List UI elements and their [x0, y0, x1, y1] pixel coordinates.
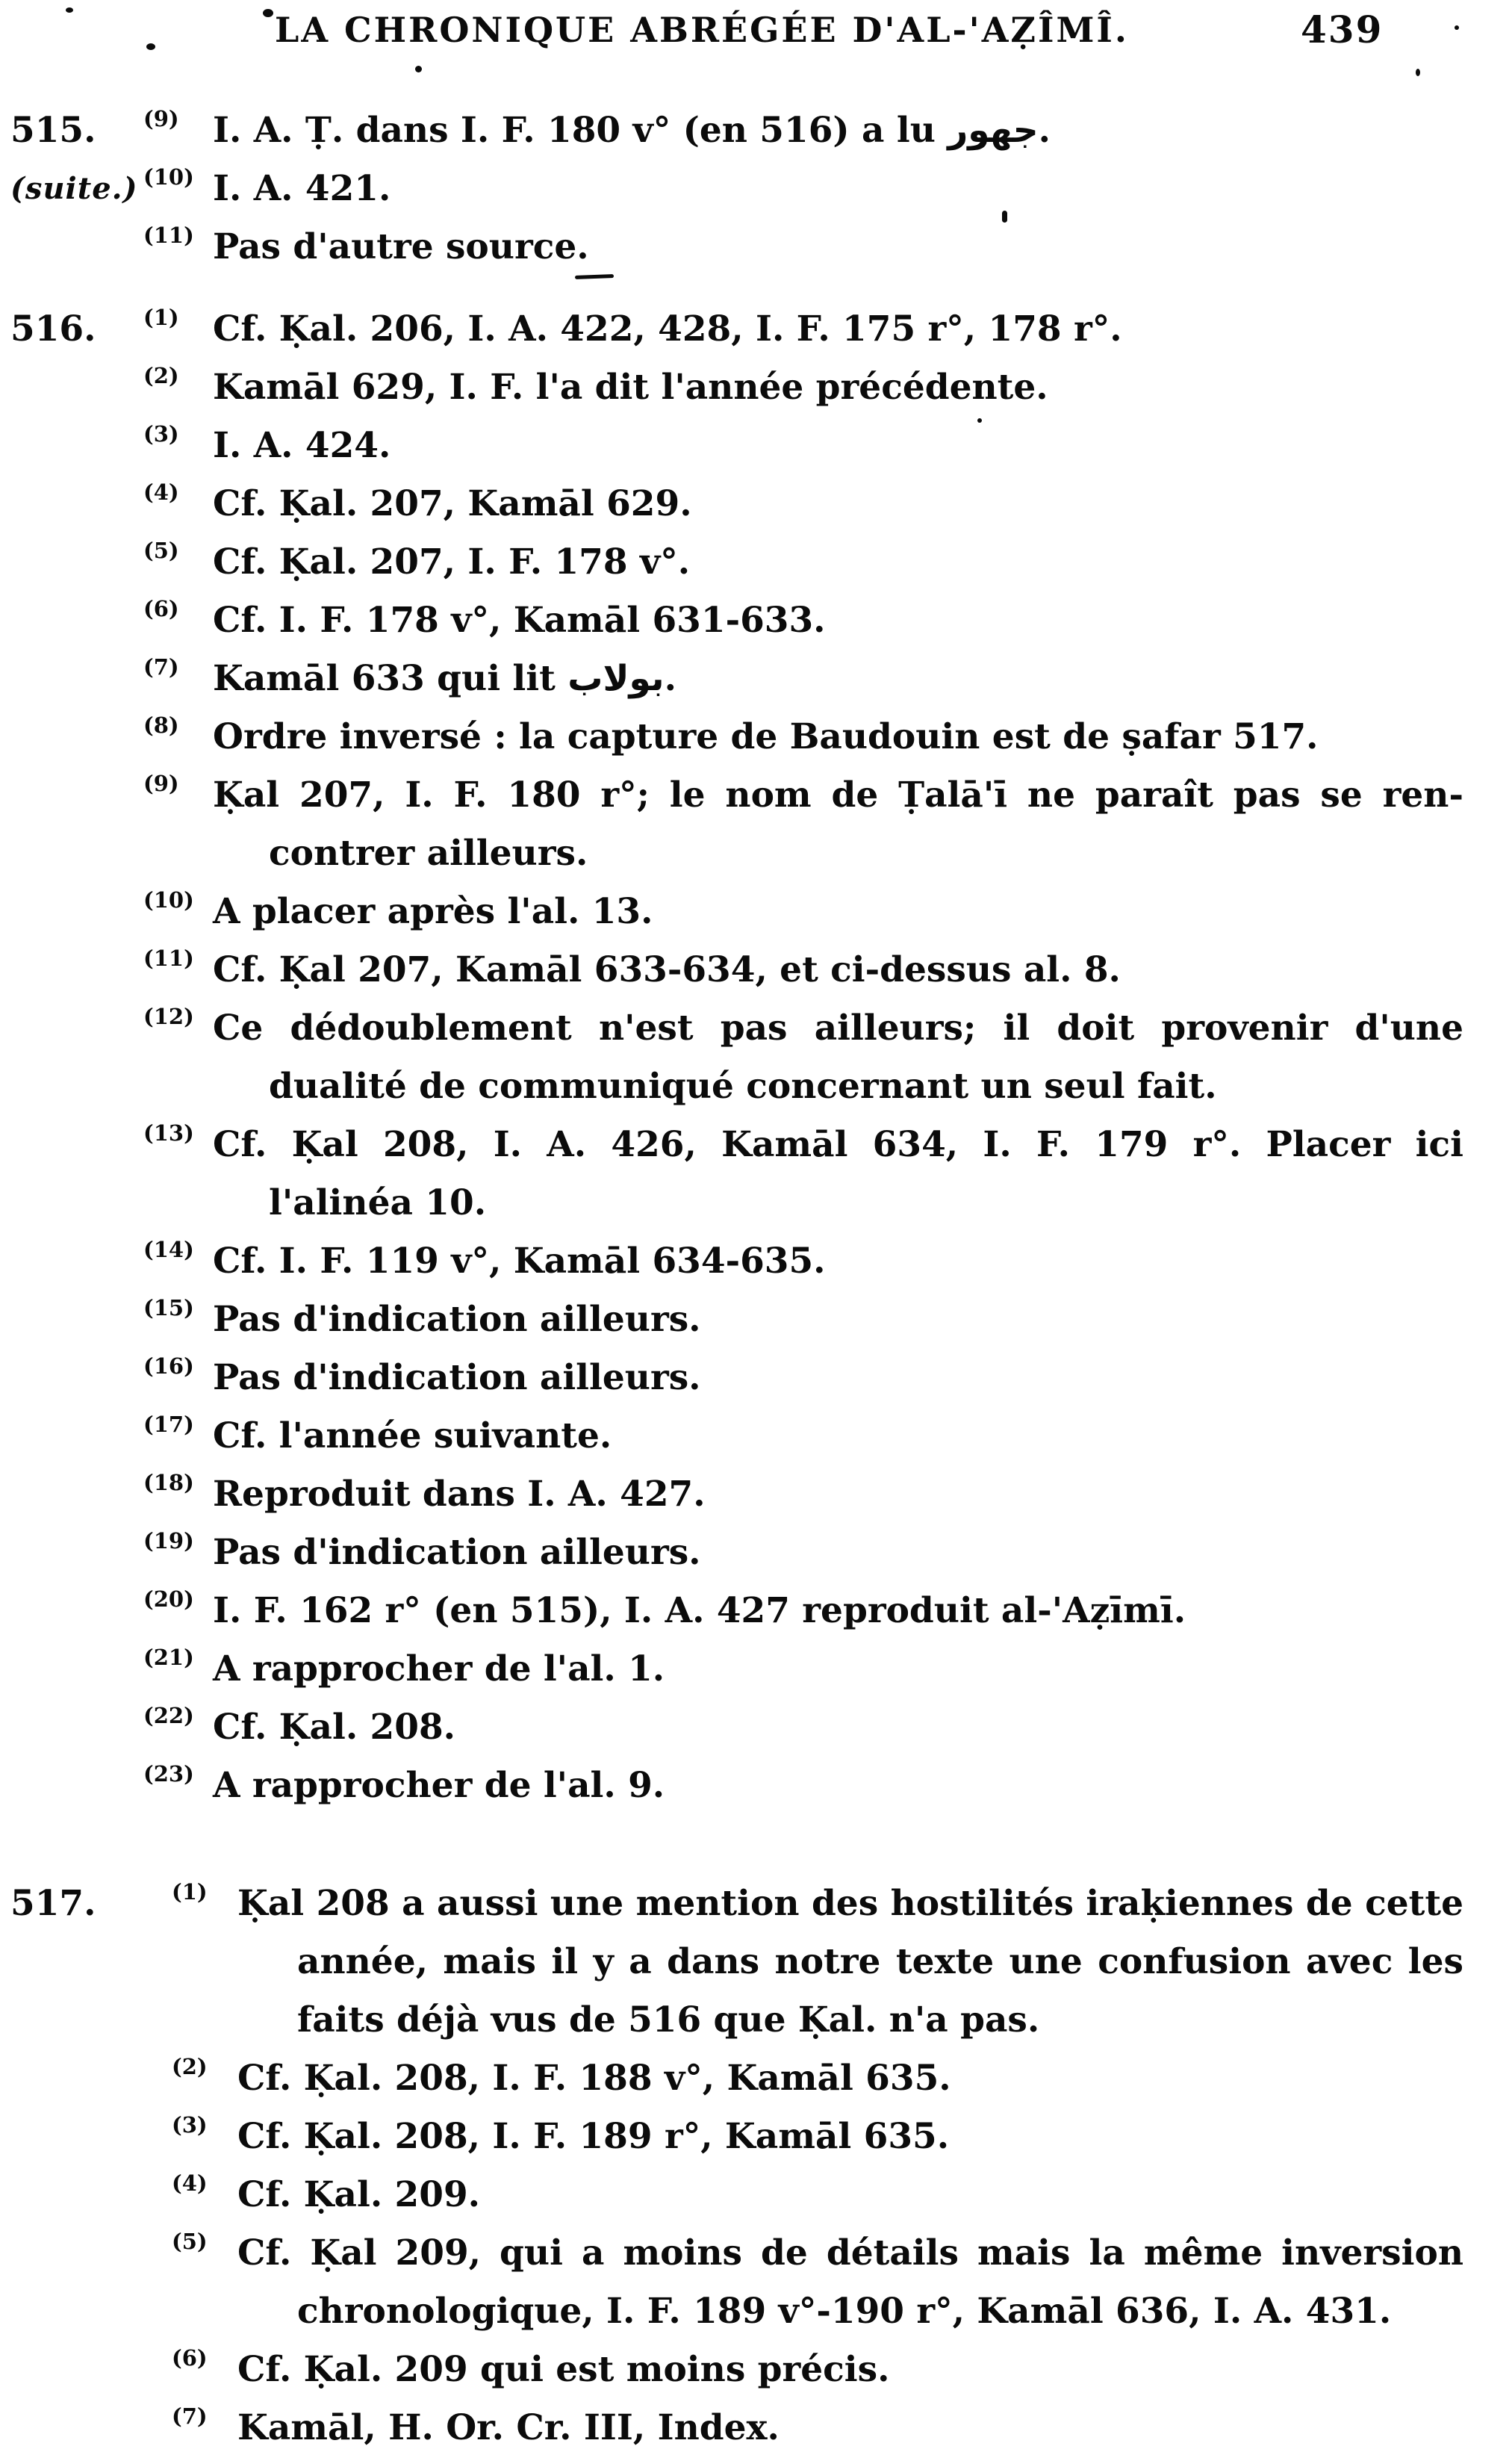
- note-number: (12): [143, 1004, 194, 1029]
- note-text: Cf. Ḳal 208, I. A. 426, Kamāl 634, I. F. 179 r°. Placer ici: [213, 1124, 1463, 1165]
- note-text: Ḳal 207, I. F. 180 r°; le nom de Ṭalā'ī ne paraît pas se ren-: [213, 775, 1463, 816]
- footnote-row: [0, 1757, 1512, 1815]
- note-number: (21): [143, 1645, 194, 1670]
- note-text: Cf. Ḳal. 207, I. F. 178 v°.: [213, 541, 691, 583]
- footnote-continuation: [0, 1058, 1512, 1116]
- note-number: (18): [143, 1470, 194, 1495]
- footnote-row: [0, 1698, 1512, 1757]
- footnote-row: [0, 1465, 1512, 1524]
- note-text: Cf. I. F. 178 v°, Kamāl 631-633.: [213, 600, 826, 641]
- note-text: Reproduit dans I. A. 427.: [213, 1474, 706, 1515]
- note-text: Kamāl 629, I. F. l'a dit l'année précédente.: [213, 367, 1048, 408]
- note-text: Ce dédoublement n'est pas ailleurs; il doit provenir d'une: [213, 1008, 1463, 1049]
- note-text: A placer après l'al. 13.: [213, 891, 653, 932]
- suite-label: (suite.): [10, 171, 138, 206]
- note-number: (5): [172, 2229, 208, 2254]
- note-text: I. F. 162 r° (en 515), I. A. 427 reproduit al-'Aẓīmī.: [213, 1590, 1186, 1631]
- year-label: 517.: [10, 1883, 96, 1924]
- note-text: Cf. Ḳal. 209.: [237, 2174, 481, 2215]
- footnote-row: [0, 1582, 1512, 1640]
- note-number: (14): [143, 1237, 194, 1262]
- footnote-row: [0, 2049, 1512, 2108]
- note-text: Cf. Ḳal. 209 qui est moins précis.: [237, 2349, 890, 2390]
- footnote-continuation: [0, 825, 1512, 883]
- footnote-row: [0, 766, 1512, 825]
- arabic-word: بولاب: [567, 658, 665, 699]
- note-number: (1): [172, 1879, 208, 1905]
- note-number: (7): [172, 2403, 208, 2429]
- note-text: Ordre inversé : la capture de Baudouin est de ṣafar 517.: [213, 716, 1319, 757]
- note-text: Ḳal 208 a aussi une mention des hostilités iraḳiennes de cette: [237, 1883, 1463, 1924]
- note-number: (10): [143, 887, 194, 913]
- note-text: A rapprocher de l'al. 9.: [213, 1765, 665, 1806]
- ink-speck: [977, 418, 982, 423]
- footnote-row: [0, 999, 1512, 1058]
- ink-speck: [1002, 211, 1007, 223]
- note-number: (13): [143, 1120, 194, 1146]
- footnote-row: [0, 592, 1512, 650]
- year-label: 516.: [10, 308, 96, 350]
- year-label: 515.: [10, 110, 96, 151]
- note-text: Cf. I. F. 119 v°, Kamāl 634-635.: [213, 1241, 826, 1282]
- note-number: (6): [172, 2345, 208, 2371]
- footnote-row: [0, 1407, 1512, 1465]
- note-number: (20): [143, 1586, 194, 1612]
- note-text: Cf. Ḳal 209, qui a moins de détails mais la même inversion: [237, 2232, 1463, 2274]
- note-text: Pas d'autre source.: [213, 226, 589, 267]
- footnote-row: [0, 218, 1512, 276]
- ink-speck: [66, 7, 73, 13]
- footnote-row: [0, 941, 1512, 999]
- note-number: (23): [143, 1761, 194, 1787]
- note-number: (19): [143, 1528, 194, 1554]
- note-text: Cf. l'année suivante.: [213, 1415, 612, 1456]
- note-text: .: [664, 658, 676, 699]
- footnote-continuation: [0, 1933, 1512, 1991]
- note-number: (1): [143, 305, 179, 330]
- note-text: I. A. Ṭ. dans I. F. 180 v° (en 516) a lu: [213, 110, 948, 151]
- ink-speck: [263, 9, 273, 17]
- note-number: (11): [143, 223, 194, 248]
- note-number: (2): [143, 363, 179, 388]
- footnotes-block: [0, 102, 1512, 2457]
- footnote-continuation: [0, 2282, 1512, 2341]
- footnote-row: [0, 1232, 1512, 1291]
- note-text: contrer ailleurs.: [269, 833, 588, 874]
- note-text: I. A. 421.: [213, 168, 391, 209]
- note-text: chronologique, I. F. 189 v°-190 r°, Kamāl 636, I. A. 431.: [297, 2291, 1392, 2332]
- footnote-row: [0, 2399, 1512, 2457]
- footnote-row: [0, 300, 1512, 359]
- ink-speck: [415, 66, 422, 72]
- footnote-row: [0, 1524, 1512, 1582]
- footnote-row: [0, 883, 1512, 941]
- note-text: I. A. 424.: [213, 425, 391, 466]
- note-text: A rapprocher de l'al. 1.: [213, 1648, 665, 1689]
- footnote-row: [0, 2341, 1512, 2399]
- page-header: [0, 7, 1512, 60]
- footnote-row: [0, 359, 1512, 417]
- footnote-row: [0, 2224, 1512, 2282]
- ink-speck: [1455, 25, 1459, 30]
- note-text: Kamāl, H. Or. Cr. III, Index.: [237, 2407, 780, 2448]
- footnote-row: [0, 533, 1512, 592]
- note-number: (6): [143, 596, 179, 621]
- footnote-row: [0, 708, 1512, 766]
- note-text: Pas d'indication ailleurs.: [213, 1532, 701, 1573]
- footnote-row: [0, 417, 1512, 475]
- footnote-row: [0, 2166, 1512, 2224]
- note-text: faits déjà vus de 516 que Ḳal. n'a pas.: [297, 1999, 1040, 2040]
- footnote-row: [0, 1875, 1512, 1933]
- note-number: (15): [143, 1295, 194, 1320]
- note-number: (16): [143, 1353, 194, 1379]
- note-text: l'alinéa 10.: [269, 1182, 487, 1223]
- note-number: (22): [143, 1703, 194, 1728]
- note-text: année, mais il y a dans notre texte une confusion avec les: [297, 1941, 1463, 1982]
- note-text: .: [1038, 110, 1051, 151]
- note-number: (9): [143, 106, 179, 131]
- note-text: Cf. Ḳal. 208, I. F. 189 r°, Kamāl 635.: [237, 2116, 950, 2157]
- note-number: (11): [143, 946, 194, 971]
- arabic-word: جهور: [948, 110, 1039, 151]
- footnote-continuation: [0, 1991, 1512, 2049]
- footnote-row: [0, 1291, 1512, 1349]
- note-number: (17): [143, 1412, 194, 1437]
- note-number: (10): [143, 164, 194, 190]
- footnote-row: [0, 2108, 1512, 2166]
- footnote-row: [0, 475, 1512, 533]
- note-text: Cf. Ḳal. 208, I. F. 188 v°, Kamāl 635.: [237, 2058, 951, 2099]
- footnote-row: [0, 1640, 1512, 1698]
- ink-speck: [146, 43, 155, 50]
- footnote-row: [0, 1116, 1512, 1174]
- note-text: Cf. Ḳal 207, Kamāl 633-634, et ci-dessus al. 8.: [213, 949, 1121, 990]
- note-text: Cf. Ḳal. 207, Kamāl 629.: [213, 483, 692, 524]
- footnote-row: [0, 1349, 1512, 1407]
- running-title: LA CHRONIQUE ABRÉGÉE D'AL-'AẒÎMÎ.: [275, 10, 1129, 50]
- footnote-row: [0, 650, 1512, 708]
- note-text: Cf. Ḳal. 208.: [213, 1707, 456, 1748]
- footnote-continuation: [0, 1174, 1512, 1232]
- note-text: dualité de communiqué concernant un seul fait.: [269, 1066, 1217, 1107]
- note-text: Cf. Ḳal. 206, I. A. 422, 428, I. F. 175 r°, 178 r°.: [213, 308, 1122, 350]
- note-number: (4): [143, 480, 179, 505]
- footnote-row: [0, 102, 1512, 160]
- note-number: (8): [143, 713, 179, 738]
- note-number: (5): [143, 538, 179, 563]
- note-number: (4): [172, 2170, 208, 2196]
- footnote-row: [0, 160, 1512, 218]
- note-number: (2): [172, 2054, 208, 2079]
- note-text: Pas d'indication ailleurs.: [213, 1299, 701, 1340]
- note-number: (3): [143, 421, 179, 447]
- note-number: (3): [172, 2112, 208, 2138]
- note-number: (9): [143, 771, 179, 796]
- note-text: Pas d'indication ailleurs.: [213, 1357, 701, 1398]
- note-number: (7): [143, 654, 179, 680]
- note-text: Kamāl 633 qui lit: [213, 658, 568, 699]
- ink-speck: [1416, 69, 1420, 76]
- page-number: 439: [1301, 7, 1384, 52]
